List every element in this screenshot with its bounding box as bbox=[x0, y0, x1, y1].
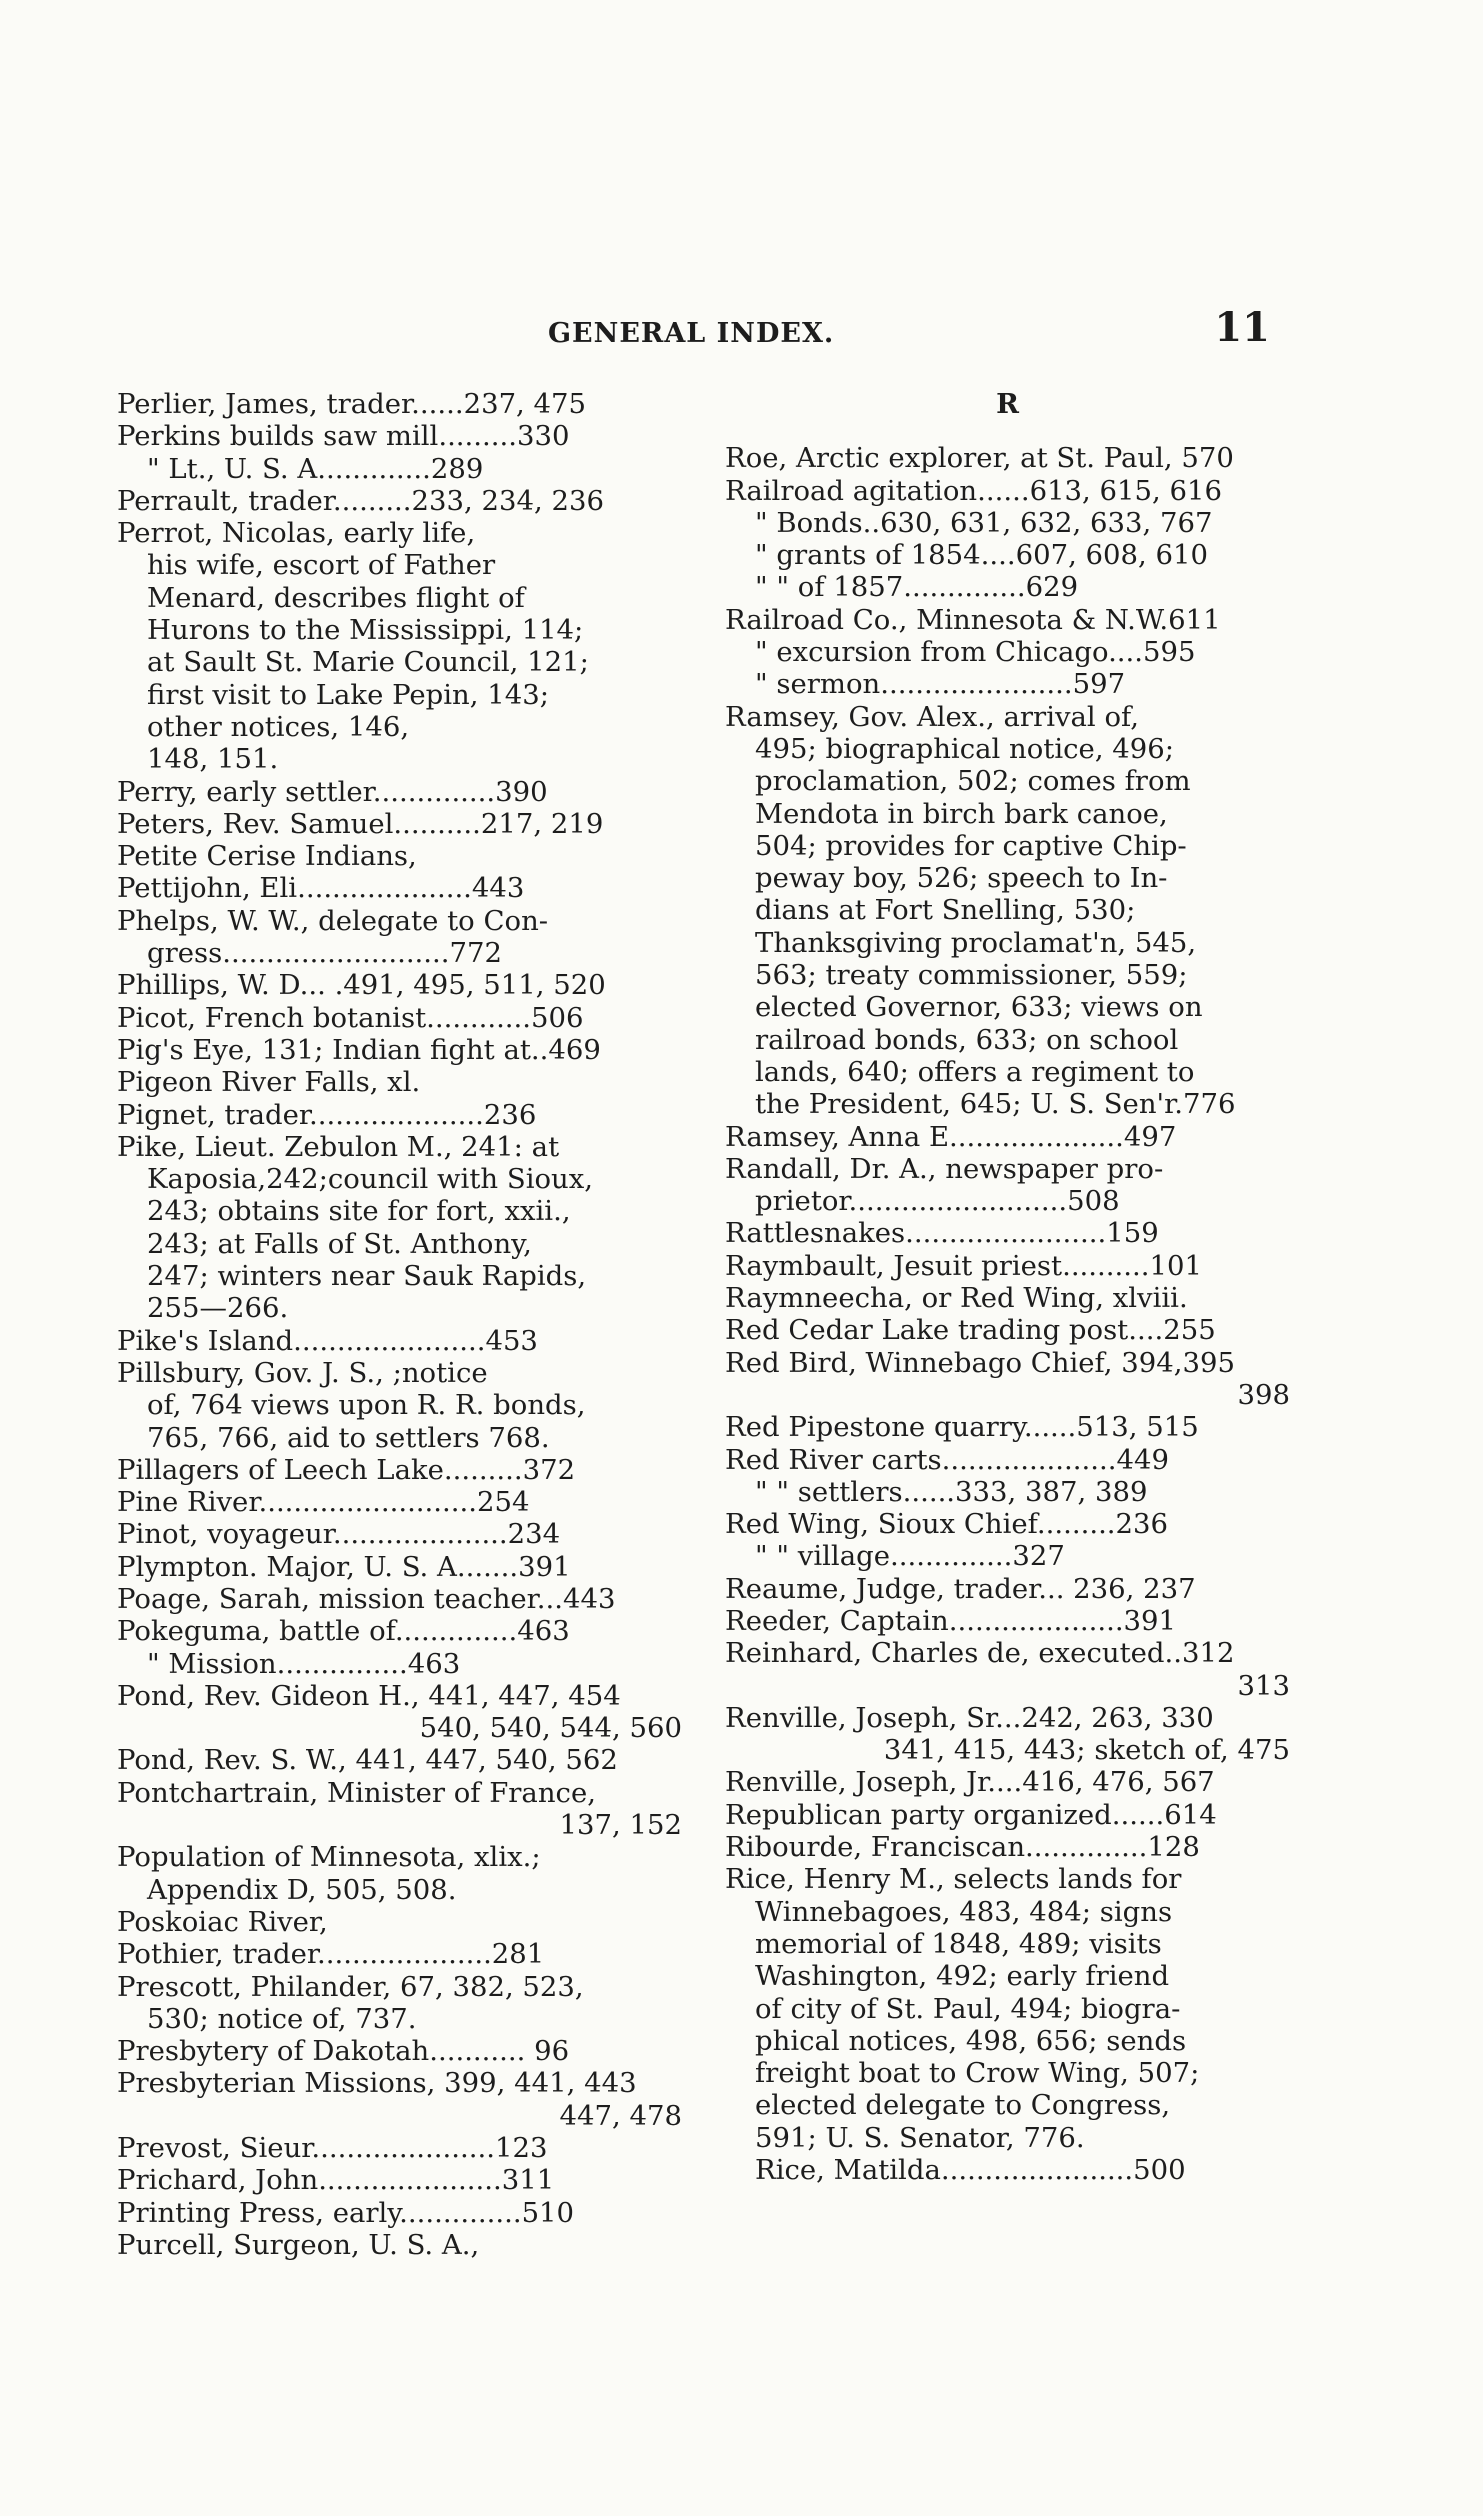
running-title: GENERAL INDEX. bbox=[548, 318, 835, 349]
index-column-left bbox=[117, 388, 682, 2261]
index-entry-continuation: 398 bbox=[1237, 1378, 1290, 1411]
index-entry: Red Pipestone quarry......513, 515 bbox=[725, 1411, 1199, 1444]
index-entry: Perlier, James, trader......237, 475 bbox=[117, 388, 587, 420]
index-entry-continuation: Washington, 492; early friend bbox=[755, 1960, 1170, 1993]
index-entry: Purcell, Surgeon, U. S. A., bbox=[117, 2228, 480, 2261]
index-entry-continuation: " grants of 1854....607, 608, 610 bbox=[755, 539, 1209, 572]
index-entry: Perrot, Nicolas, early life, bbox=[117, 517, 476, 550]
page-header bbox=[120, 300, 1270, 360]
index-entry: Pothier, trader....................281 bbox=[117, 1938, 545, 1971]
index-entry: Roe, Arctic explorer, at St. Paul, 570 bbox=[725, 442, 1234, 475]
index-entry-continuation: dians at Fort Snelling, 530; bbox=[755, 894, 1136, 927]
index-entry: Printing Press, early..............510 bbox=[117, 2196, 575, 2229]
index-entry-continuation: Thanksgiving proclamat'n, 545, bbox=[755, 926, 1197, 959]
index-entry: Reaume, Judge, trader... 236, 237 bbox=[725, 1572, 1196, 1605]
index-entry: Pillagers of Leech Lake.........372 bbox=[117, 1453, 576, 1486]
index-entry: Red River carts....................449 bbox=[725, 1443, 1169, 1476]
index-entry-continuation: 447, 478 bbox=[559, 2099, 682, 2132]
index-entry: Pond, Rev. Gideon H., 441, 447, 454 bbox=[117, 1679, 621, 1712]
index-entry-continuation: Menard, describes flight of bbox=[147, 581, 525, 614]
index-entry: Presbyterian Missions, 399, 441, 443 bbox=[117, 2067, 637, 2100]
section-letter: R bbox=[996, 388, 1019, 420]
index-entry: Pillsbury, Gov. J. S., ;notice bbox=[117, 1356, 488, 1389]
index-entry-continuation: gress..........................772 bbox=[147, 937, 503, 970]
index-entry-continuation: 313 bbox=[1237, 1669, 1290, 1702]
index-entry: Population of Minnesota, xlix.; bbox=[117, 1841, 541, 1874]
index-entry-continuation: 341, 415, 443; sketch of, 475 bbox=[883, 1734, 1290, 1767]
index-entry: Pig's Eye, 131; Indian fight at..469 bbox=[117, 1033, 601, 1066]
index-entry: Plympton. Major, U. S. A.......391 bbox=[117, 1550, 571, 1583]
index-entry-continuation: " Bonds..630, 631, 632, 633, 767 bbox=[755, 506, 1213, 539]
index-entry: Renville, Joseph, Sr...242, 263, 330 bbox=[725, 1701, 1214, 1734]
index-entry: Pignet, trader....................236 bbox=[117, 1098, 537, 1131]
section-spacer bbox=[725, 420, 1290, 442]
index-entry: Pine River.........................254 bbox=[117, 1486, 530, 1519]
index-entry: Renville, Joseph, Jr....416, 476, 567 bbox=[725, 1766, 1215, 1799]
index-entry: Ribourde, Franciscan..............128 bbox=[725, 1831, 1200, 1864]
index-entry-continuation: elected Governor, 633; views on bbox=[755, 991, 1203, 1024]
index-entry-continuation: 563; treaty commissioner, 559; bbox=[755, 959, 1188, 992]
index-entry-continuation: Mendota in birch bark canoe, bbox=[755, 797, 1168, 830]
index-entry: Ramsey, Anna E....................497 bbox=[725, 1120, 1177, 1153]
index-entry: Pinot, voyageur....................234 bbox=[117, 1518, 561, 1551]
index-entry-continuation: his wife, escort of Father bbox=[147, 549, 496, 582]
index-entry-continuation: " " of 1857..............629 bbox=[755, 571, 1079, 604]
index-entry-continuation: phical notices, 498, 656; sends bbox=[755, 2024, 1187, 2057]
index-entry-continuation: " sermon......................597 bbox=[755, 668, 1126, 701]
index-entry: Railroad Co., Minnesota & N.W.611 bbox=[725, 603, 1221, 636]
index-entry-continuation: memorial of 1848, 489; visits bbox=[755, 1927, 1162, 1960]
index-entry-continuation: 137, 152 bbox=[559, 1809, 682, 1842]
index-entry: Pigeon River Falls, xl. bbox=[117, 1066, 421, 1099]
index-entry: Randall, Dr. A., newspaper pro- bbox=[725, 1152, 1164, 1185]
index-entry: Picot, French botanist............506 bbox=[117, 1001, 584, 1034]
index-entry: Pettijohn, Eli....................443 bbox=[117, 872, 525, 905]
index-entry-continuation: 247; winters near Sauk Rapids, bbox=[147, 1260, 587, 1293]
index-entry-continuation: 530; notice of, 737. bbox=[147, 2002, 417, 2035]
index-entry: Rice, Henry M., selects lands for bbox=[725, 1863, 1182, 1896]
index-entry-continuation: first visit to Lake Pepin, 143; bbox=[147, 678, 549, 711]
index-entry: Reinhard, Charles de, executed..312 bbox=[725, 1637, 1235, 1670]
index-entry-continuation: 504; provides for captive Chip- bbox=[755, 829, 1187, 862]
index-entry-continuation: Hurons to the Mississippi, 114; bbox=[147, 614, 584, 647]
index-entry-continuation: " Mission...............463 bbox=[147, 1647, 461, 1680]
index-entry-continuation: railroad bonds, 633; on school bbox=[755, 1023, 1179, 1056]
index-entry-continuation: 148, 151. bbox=[147, 743, 279, 776]
index-entry: Prichard, John.....................311 bbox=[117, 2164, 555, 2197]
index-entry-continuation: " " village..............327 bbox=[755, 1540, 1065, 1573]
index-entry: Rattlesnakes.......................159 bbox=[725, 1217, 1159, 1250]
index-entry: Red Bird, Winnebago Chief, 394,395 bbox=[725, 1346, 1235, 1379]
index-entry: Reeder, Captain....................391 bbox=[725, 1604, 1177, 1637]
index-entry: Presbytery of Dakotah........... 96 bbox=[117, 2035, 570, 2068]
index-entry: Prevost, Sieur.....................123 bbox=[117, 2132, 548, 2165]
index-entry-continuation: Winnebagoes, 483, 484; signs bbox=[755, 1895, 1173, 1928]
index-entry: Pike's Island......................453 bbox=[117, 1324, 538, 1357]
index-entry-continuation: other notices, 146, bbox=[147, 710, 410, 743]
index-entry-continuation: lands, 640; offers a regiment to bbox=[755, 1055, 1195, 1088]
index-entry-continuation: 255—266. bbox=[147, 1292, 289, 1325]
index-entry: Petite Cerise Indians, bbox=[117, 840, 417, 873]
index-entry-continuation: 591; U. S. Senator, 776. bbox=[755, 2121, 1085, 2154]
index-entry: Raymneecha, or Red Wing, xlviii. bbox=[725, 1282, 1188, 1315]
index-entry: Ramsey, Gov. Alex., arrival of, bbox=[725, 700, 1139, 733]
page-number: 11 bbox=[1214, 304, 1270, 351]
index-entry: Perry, early settler..............390 bbox=[117, 775, 548, 808]
index-entry: Perkins builds saw mill.........330 bbox=[117, 420, 570, 453]
index-entry: Red Cedar Lake trading post....255 bbox=[725, 1314, 1216, 1347]
index-entry: Republican party organized......614 bbox=[725, 1798, 1217, 1831]
index-entry: Raymbault, Jesuit priest..........101 bbox=[725, 1249, 1202, 1282]
index-entry: Poskoiac River, bbox=[117, 1905, 328, 1938]
index-entry: Pokeguma, battle of..............463 bbox=[117, 1615, 570, 1648]
index-entry-continuation: prietor.........................508 bbox=[755, 1185, 1120, 1218]
index-entry: Phelps, W. W., delegate to Con- bbox=[117, 904, 549, 937]
index-entry-continuation: the President, 645; U. S. Sen'r.776 bbox=[755, 1088, 1236, 1121]
index-entry-continuation: 495; biographical notice, 496; bbox=[755, 732, 1175, 765]
index-column-right bbox=[725, 388, 1290, 2186]
index-entry-continuation: 243; obtains site for fort, xxii., bbox=[147, 1195, 571, 1228]
index-entry-continuation: at Sault St. Marie Council, 121; bbox=[147, 646, 589, 679]
index-entry-continuation: " excursion from Chicago....595 bbox=[755, 636, 1196, 669]
index-entry-continuation: Rice, Matilda......................500 bbox=[755, 2154, 1186, 2187]
index-entry-continuation: proclamation, 502; comes from bbox=[755, 765, 1191, 798]
index-entry-continuation: Kaposia,242;council with Sioux, bbox=[147, 1163, 594, 1196]
index-entry-continuation: 540, 540, 544, 560 bbox=[419, 1712, 682, 1745]
index-entry-continuation: Appendix D, 505, 508. bbox=[147, 1873, 457, 1906]
index-entry: Pontchartrain, Minister of France, bbox=[117, 1776, 596, 1809]
index-entry-continuation: elected delegate to Congress, bbox=[755, 2089, 1171, 2122]
index-entry: Red Wing, Sioux Chief.........236 bbox=[725, 1508, 1169, 1541]
index-entry: Peters, Rev. Samuel..........217, 219 bbox=[117, 807, 604, 840]
index-entry: Poage, Sarah, mission teacher...443 bbox=[117, 1582, 616, 1615]
index-entry-continuation: of city of St. Paul, 494; biogra- bbox=[755, 1992, 1181, 2025]
index-entry-continuation: 243; at Falls of St. Anthony, bbox=[147, 1227, 532, 1260]
index-entry: Pike, Lieut. Zebulon M., 241: at bbox=[117, 1130, 560, 1163]
index-entry-continuation: peway boy, 526; speech to In- bbox=[755, 862, 1168, 895]
index-entry-continuation: " Lt., U. S. A.............289 bbox=[147, 452, 484, 485]
index-entry: Railroad agitation......613, 615, 616 bbox=[725, 474, 1223, 507]
index-entry: Phillips, W. D... .491, 495, 511, 520 bbox=[117, 969, 606, 1002]
index-entry: Pond, Rev. S. W., 441, 447, 540, 562 bbox=[117, 1744, 618, 1777]
index-entry: Prescott, Philander, 67, 382, 523, bbox=[117, 1970, 584, 2003]
index-entry-continuation: " " settlers......333, 387, 389 bbox=[755, 1475, 1148, 1508]
index-entry-continuation: of, 764 views upon R. R. bonds, bbox=[147, 1389, 586, 1422]
index-entry-continuation: 765, 766, aid to settlers 768. bbox=[147, 1421, 550, 1454]
index-entry-continuation: freight boat to Crow Wing, 507; bbox=[755, 2057, 1200, 2090]
index-entry: Perrault, trader.........233, 234, 236 bbox=[117, 484, 604, 517]
